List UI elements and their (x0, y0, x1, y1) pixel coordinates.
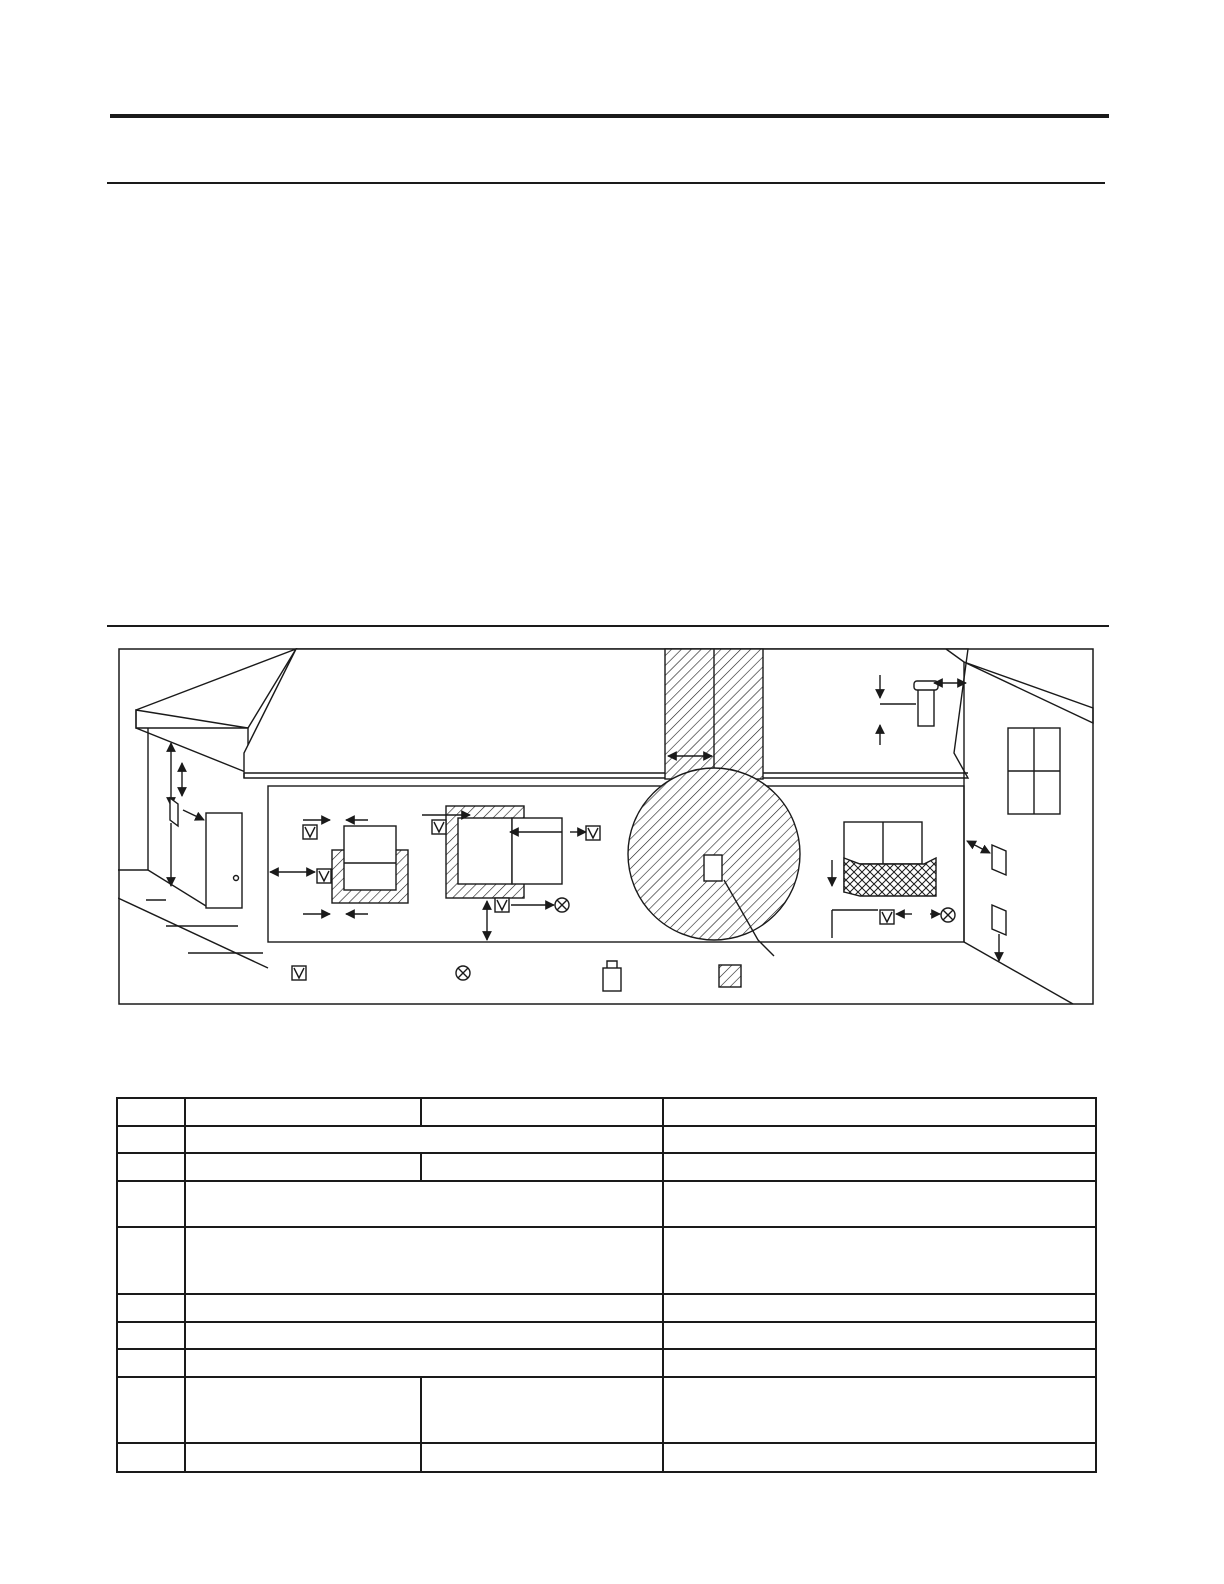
table-cell (663, 1443, 1096, 1472)
main-roof (244, 649, 968, 778)
table-cell (185, 1227, 663, 1294)
table-cell (185, 1443, 421, 1472)
table-row (117, 1322, 1096, 1349)
legend-gas-meter-icon (603, 968, 621, 991)
table-cell (185, 1377, 421, 1443)
table-cell (117, 1349, 185, 1377)
table-cell (185, 1322, 663, 1349)
vent-terminal-icon (170, 798, 178, 826)
table-row (117, 1153, 1096, 1181)
table-row (117, 1181, 1096, 1227)
table-row (117, 1098, 1096, 1126)
table-cell (185, 1349, 663, 1377)
table-cell (663, 1181, 1096, 1227)
vent-terminal-icon (992, 905, 1006, 935)
garage-dimensions (170, 743, 204, 886)
table-cell (117, 1153, 185, 1181)
right-building (946, 649, 1093, 1004)
table-cell (185, 1126, 663, 1153)
vent-clearance-diagram (118, 648, 1094, 1005)
table-cell (663, 1227, 1096, 1294)
table-cell (663, 1294, 1096, 1322)
section-rule (107, 625, 1109, 627)
table-cell (185, 1181, 663, 1227)
table-cell (117, 1322, 185, 1349)
table-row (117, 1443, 1096, 1472)
table-cell (421, 1098, 663, 1126)
gas-meter (704, 855, 722, 881)
table-cell (663, 1377, 1096, 1443)
table-row (117, 1126, 1096, 1153)
table-cell (185, 1153, 421, 1181)
table-row (117, 1227, 1096, 1294)
table-cell (663, 1126, 1096, 1153)
table-cell (117, 1443, 185, 1472)
table-cell (421, 1153, 663, 1181)
table-cell (117, 1126, 185, 1153)
table-cell (663, 1322, 1096, 1349)
table-row (117, 1377, 1096, 1443)
legend-restricted-area-hatch-icon (719, 965, 741, 987)
table-cell (117, 1227, 185, 1294)
table-cell (185, 1294, 663, 1322)
table-cell (185, 1098, 421, 1126)
header-rule (107, 182, 1105, 184)
clearance-table (116, 1097, 1097, 1473)
vent-terminal-icon (992, 845, 1006, 875)
table-cell (663, 1153, 1096, 1181)
table-cell (117, 1181, 185, 1227)
table-cell (117, 1098, 185, 1126)
table-cell (117, 1294, 185, 1322)
gas-meter-restricted-zone (628, 768, 800, 940)
table-cell (421, 1443, 663, 1472)
table-cell (663, 1349, 1096, 1377)
table-row (117, 1349, 1096, 1377)
table-cell (663, 1098, 1096, 1126)
table-cell (421, 1377, 663, 1443)
garage-door (206, 813, 242, 908)
diagram-legend (292, 961, 741, 991)
top-rule (110, 114, 1109, 118)
table-cell (117, 1377, 185, 1443)
table-row (117, 1294, 1096, 1322)
